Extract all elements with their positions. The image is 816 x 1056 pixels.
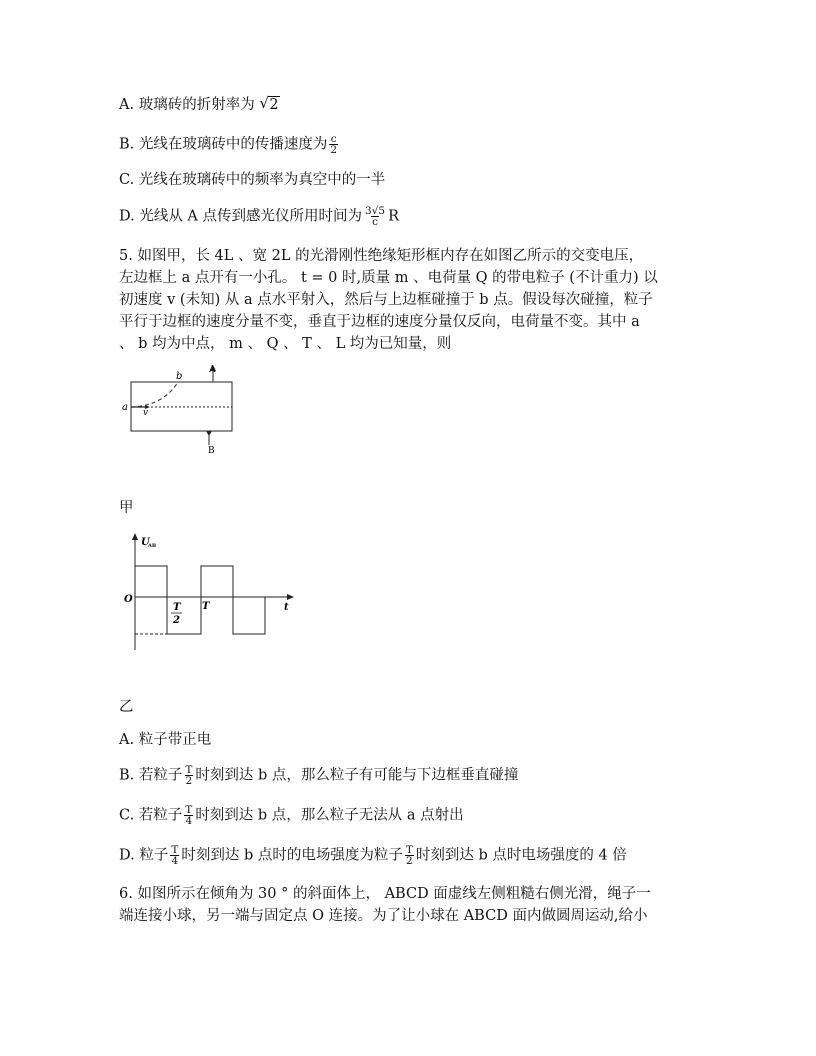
fraction: $\frac{T}{4}$ [171,844,179,867]
option-tail: R [388,208,399,225]
fraction: $\frac{c}{2}$ [330,133,338,156]
q5-line-1: 5. 如图甲，长 4L 、宽 2L 的光滑刚性绝缘矩形框内存在如图乙所示的交变电压， [119,248,644,264]
option-q5-b [119,765,518,786]
q6-line-2: 端连接小球，另一端与固定点 O 连接。为了让小球在 ABCD 面内做圆周运动,给小 [119,908,648,924]
option-q4-a [119,95,280,115]
option-text: C. 光线在玻璃砖中的频率为真空中的一半 [119,172,386,188]
q5-line-5: 、 b 均为中点， m 、 Q 、 T 、 L 均为已知量，则 [119,336,452,352]
option-text: D. 光线从 A 点传到感光仪所用时间为 [119,208,363,225]
figure-yi-caption: 乙 [119,699,134,715]
option-text: 时刻到达 b 点时的电场强度为粒子 [181,847,403,864]
axis-u-sub: AB [148,543,157,549]
fraction: $\frac{T}{4}$ [185,804,193,827]
label-a: a [122,402,128,413]
label-B: B [208,446,215,456]
q5-line-4: 平行于边框的速度分量不变，垂直于边框的速度分量仅反向，电荷量不变。其中 a [119,314,640,330]
figure-yi [118,530,298,655]
option-text: C. 若粒子 [119,807,183,824]
sqrt-expression: √ 2 [259,95,279,115]
label-v: v [143,408,149,418]
origin-label: O [124,594,133,605]
tick-half-t-num: T [173,602,181,613]
q5-line-2: 左边框上 a 点开有一小孔。 t = 0 时,质量 m 、电荷量 Q 的带电粒子 (不计重力) 以 [119,270,658,286]
option-text: D. 粒子 [119,847,169,864]
option-text: A. 玻璃砖的折射率为 [119,97,260,113]
tick-half-t-den: 2 [173,615,180,626]
label-A: A [209,365,216,375]
tick-t: T [202,601,210,612]
option-q4-d [119,206,399,227]
q6-line-1: 6. 如图所示在倾角为 30 ° 的斜面体上， ABCD 面虚线左侧粗糙右侧光滑，绳子一 [119,886,651,902]
option-text: 时刻到达 b 点，那么粒子有可能与下边框垂直碰撞 [195,767,519,784]
axis-u-label: U [141,537,150,548]
label-b: b [176,371,183,382]
option-q4-b [119,134,340,155]
axis-t-label: t [284,602,289,613]
figure-jia-caption: 甲 [119,500,134,516]
option-q5-a: A. 粒子带正电 [119,732,212,748]
option-text: B. 光线在玻璃砖中的传播速度为 [119,136,328,153]
option-text: B. 若粒子 [119,767,183,784]
option-q4-c [119,170,385,190]
fraction: $\frac{T}{2}$ [405,844,413,867]
figure-jia [118,362,248,462]
option-text: 时刻到达 b 点，那么粒子无法从 a 点射出 [195,807,464,824]
fraction: $\frac{3√5}{c}$ [365,205,386,228]
option-q5-c [119,805,464,826]
option-text: 时刻到达 b 点时电场强度的 4 倍 [415,847,627,864]
option-q5-d [119,845,627,866]
q5-line-3: 初速度 v (未知) 从 a 点水平射入，然后与上边框碰撞于 b 点。假设每次碰撞，粒子 [119,292,653,308]
fraction: $\frac{T}{2}$ [185,764,193,787]
